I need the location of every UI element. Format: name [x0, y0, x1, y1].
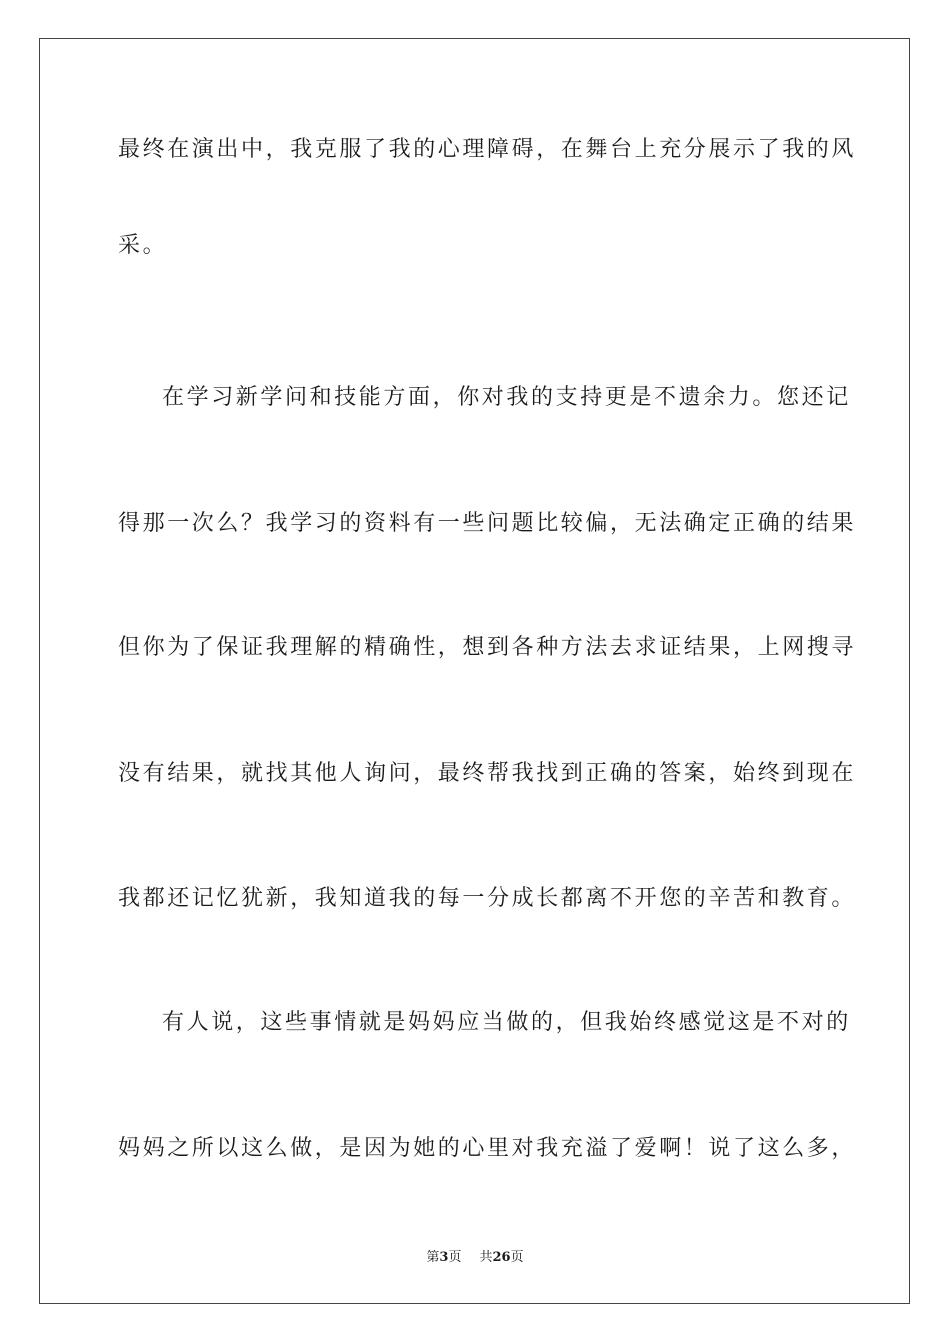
paragraph-line: 没有结果，就找其他人询问，最终帮我找到正确的答案，始终到现在 [118, 761, 857, 786]
paragraph-line: 在学习新学问和技能方面，你对我的支持更是不遗余力。您还记 [162, 385, 851, 410]
total-page-number: 26 [492, 1250, 511, 1265]
paragraph-line: 妈妈之所以这么做，是因为她的心里对我充溢了爱啊！说了这么多， [118, 1136, 857, 1161]
page-suffix: 页 [448, 1250, 462, 1265]
current-page-number: 3 [439, 1250, 449, 1265]
page-prefix: 第 [426, 1250, 440, 1265]
page-footer [0, 1249, 950, 1267]
total-prefix: 共 [479, 1250, 493, 1265]
paragraph-line: 采。 [118, 233, 168, 258]
paragraph-line: 得那一次么？我学习的资料有一些问题比较偏，无法确定正确的结果 [118, 511, 857, 536]
paragraph-line: 但你为了保证我理解的精确性，想到各种方法去求证结果，上网搜寻 [118, 635, 857, 660]
total-suffix: 页 [510, 1250, 524, 1265]
paragraph-line: 最终在演出中，我克服了我的心理障碍，在舞台上充分展示了我的风 [118, 137, 857, 162]
paragraph-line: 我都还记忆犹新，我知道我的每一分成长都离不开您的辛苦和教育。 [118, 886, 857, 911]
paragraph-line: 有人说，这些事情就是妈妈应当做的，但我始终感觉这是不对的 [162, 1010, 851, 1035]
page-border [39, 38, 910, 1304]
